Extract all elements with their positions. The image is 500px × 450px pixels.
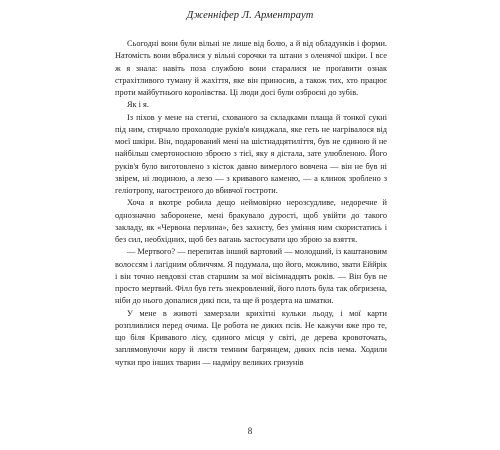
body-text <box>115 38 387 369</box>
running-head-author: Дженніфер Л. Арментраут <box>186 10 314 21</box>
paragraph: Хоча я вкотре робила дещо неймовірно нерозсудливе, недоречне й однозначно заборонене, мені бракувало дурості, щоб увійти до такого закладу, як «Червона перлина», без захисту, без уміння ним скористатись і без сил, необхідних, щоб без вагань застосувати цю зброю за взяття. <box>115 198 387 244</box>
paragraph: У мене в животі замерзали крихітні кульки льоду, і мої карти розпливлися перед очима. Це робота не диких псів. Не кажучи вже про те, що біля Кривавого лісу, єдиного місця у світі, де дерева кровоточать, заплямовуючи кору й листя темним багрянцем, диких псів нема. Ходили чутки про інших тварин — надміру великих гризунів <box>115 308 387 367</box>
paragraph: Як і я. <box>127 100 149 110</box>
paragraph: — Мертвого? — перепитав інший вартовий — молодший, із каштановим волоссям і лагідним обличчям. Я подумала, що його, можливо, звати Еййрік і він точно невдовзі став старшим за мої вісімнадцять років. — Він був не просто мертвий. Філл був геть знекровлений, його плоть була так обгризена, ніби до нього допалися дикі пси, та ще й роздерта на шматки. <box>115 247 387 306</box>
page-number: 8 <box>247 426 253 436</box>
paragraph: Із піхов у мене на стегні, схованого за складками плаща й тонкої сукні під ним, стирчало прохолодне руків'я кинджала, яке геть не нагрівалося від моєї шкіри. Він, подарований мені на шістнадцятиліття, був не єдиною й не найбільш смертоносною зброєю з тієї, яку я дістала, зате улюбленою. Його руків'я було виготовлено з кісток давно вимерлого вовчена — він не був ні звірем, ні людиною, а лезо — з кривавого каменю, — а клинок зроблено з геліотропу, нагостреного до вбивчої гостроти. <box>115 112 387 195</box>
paragraph: Сьогодні вони були вільні не лише від болю, а й від обладунків і форми. Натомість вони вбралися у вільні сорочки та штани з оленячої шкіри. І все ж я знала: навіть поза службою вони старалися не проґавити ознак страхітливого туману й жахіття, яке він приносив, а також тих, хто працює проти майбутнього королівства. Ці люди досі були озброєні до зубів. <box>115 39 387 97</box>
